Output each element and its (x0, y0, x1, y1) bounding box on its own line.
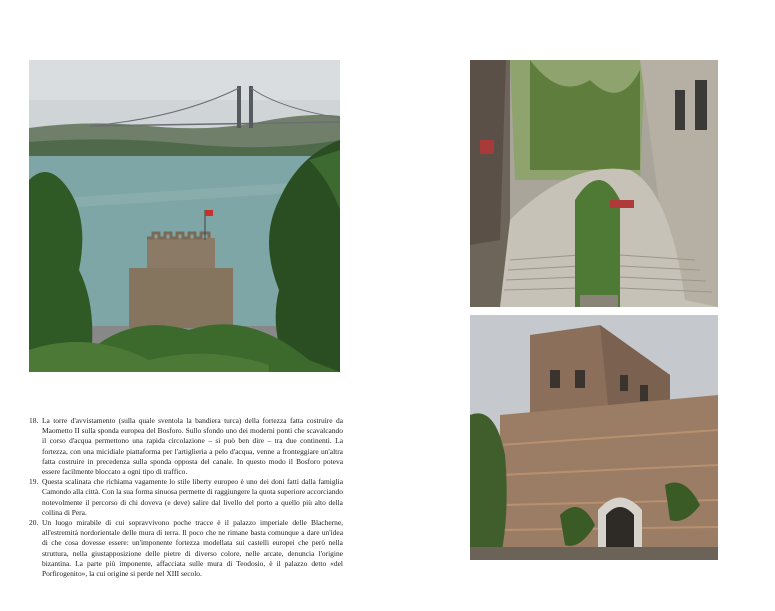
caption-text: Un luogo mirabile di cui sopravvivono poche tracce è il palazzo imperiale delle Blacherne, all'estremità nordorientale delle mura di terra. Il poco che ne rimane basta comunque a dare un'idea di che cosa dovesse essere: un'imponente fortezza modellata sui castelli europei che però nella struttura, nella giustapposizione delle pietre di diverso colore, nelle arcate, denuncia l'origine bizantina. La parte più imponente, affacciata sulle mura di Teodosio, è il palazzo detto «del Porfirogenito», la cui origine si perde nel XIII secolo. (42, 518, 343, 579)
caption-text: Questa scalinata che richiama vagamente lo stile liberty europeo è uno dei doni fatti dalla famiglia Camondo alla città. Con la sua forma sinuosa permette di raggiungere la quota superiore accorciando notevolmente il percorso di chi doveva (e deve) salire dal livello del porto a quello più alto della collina di Pera. (42, 477, 343, 517)
photo-camondo-staircase (470, 60, 718, 307)
caption-number: 18. (29, 416, 39, 425)
caption-18 (29, 416, 343, 477)
caption-19 (29, 477, 343, 518)
captions-block (29, 416, 343, 579)
photo-fortress-tower-bosphorus (29, 60, 340, 372)
caption-text: La torre d'avvistamento (sulla quale sventola la bandiera turca) della fortezza fatta costruire da Maometto II sulla sponda europea del Bosforo. Sullo sfondo uno dei moderni ponti che scavalcando il corso d'acqua permettono una rapida circolazione – si può ben dire – tra due continenti. La fortezza, con una micidiale piattaforma per l'artiglieria a pelo d'acqua, venne a fronteggiare un'altra fatta costruire in precedenza sulla sponda opposta del canale. In questo modo il Bosforo poteva essere facilmente bloccato a ogni tipo di traffico. (42, 416, 343, 477)
caption-number: 19. (29, 477, 39, 487)
caption-number: 20. (29, 518, 39, 528)
caption-20 (29, 518, 343, 579)
photo-blachernae-palace (470, 315, 718, 560)
